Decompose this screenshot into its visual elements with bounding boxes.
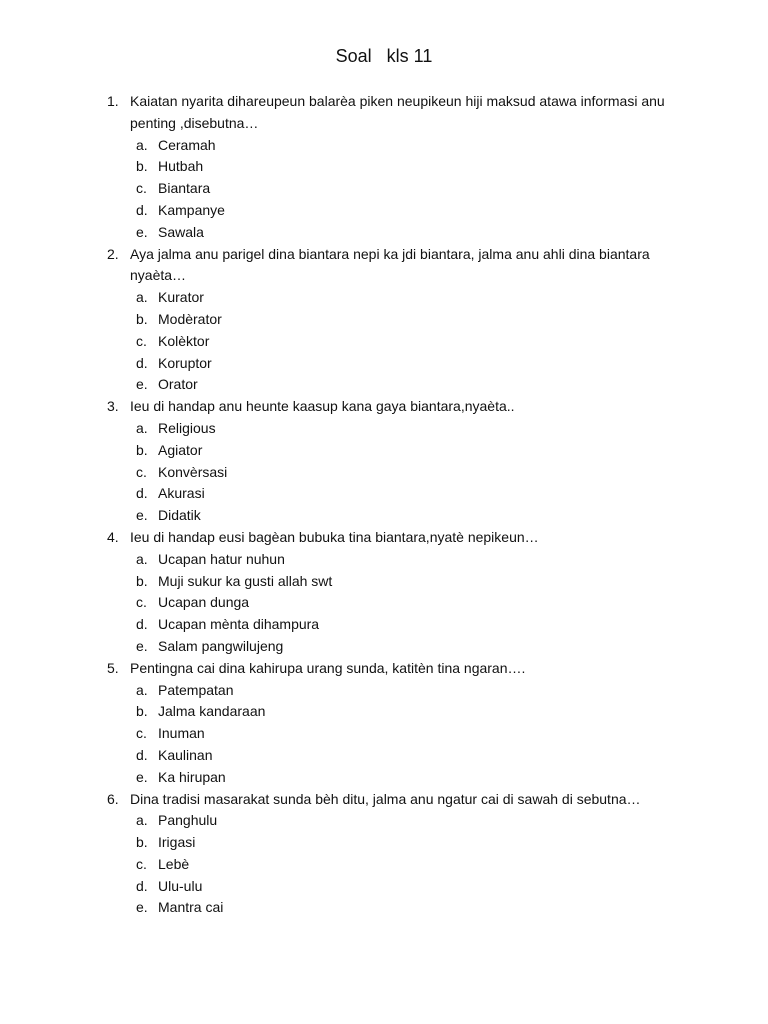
option-text: Ulu-ulu — [158, 877, 203, 894]
question-text: Aya jalma anu parigel dina biantara nepi ka jdi biantara, jalma anu ahli dina biantara nyaèta… — [130, 245, 650, 284]
option-b — [0, 832, 768, 854]
option-letter: e. — [136, 768, 148, 785]
question-text: Kaiatan nyarita dihareupeun balarèa piken neupikeun hiji maksud atawa informasi anu penting ,disebutna… — [130, 93, 665, 131]
option-letter: e. — [136, 223, 148, 240]
option-e — [0, 767, 768, 789]
option-text: Konvèrsasi — [158, 463, 228, 480]
option-text: Modèrator — [158, 310, 222, 327]
option-text: Didatik — [158, 507, 201, 524]
option-letter: e. — [136, 637, 148, 654]
option-text: Koruptor — [158, 354, 212, 371]
option-d — [0, 200, 768, 222]
option-letter: e. — [136, 899, 148, 916]
option-text: Kampanye — [158, 201, 225, 218]
option-text: Kaulinan — [158, 746, 213, 763]
option-text: Hutbah — [158, 158, 204, 175]
option-letter: a. — [136, 289, 148, 306]
question-number: 5. — [107, 659, 119, 676]
option-letter: a. — [136, 136, 148, 153]
option-text: Jalma kandaraan — [158, 703, 266, 720]
option-text: Kurator — [158, 289, 204, 306]
option-text: Ucapan dunga — [158, 594, 250, 611]
option-b — [0, 156, 768, 178]
option-letter: a. — [136, 812, 148, 829]
option-a — [0, 135, 768, 157]
option-c — [0, 854, 768, 876]
option-text: Biantara — [158, 180, 211, 197]
option-c — [0, 723, 768, 745]
question-number: 3. — [107, 398, 119, 415]
option-letter: b. — [136, 572, 148, 589]
question-2 — [0, 244, 768, 397]
option-letter: c. — [136, 463, 147, 480]
option-text: Irigasi — [158, 834, 196, 851]
option-e — [0, 222, 768, 244]
option-text: Patempatan — [158, 681, 234, 698]
option-letter: b. — [136, 158, 148, 175]
option-text: Ceramah — [158, 136, 216, 153]
option-letter: d. — [136, 485, 148, 502]
option-a — [0, 418, 768, 440]
question-6 — [0, 789, 768, 920]
question-text: Pentingna cai dina kahirupa urang sunda, katitèn tina ngaran…. — [130, 659, 526, 676]
option-text: Ucapan mènta dihampura — [158, 616, 320, 633]
page-title: Soal kls 11 — [335, 46, 433, 66]
option-c — [0, 331, 768, 353]
option-a — [0, 810, 768, 832]
option-text: Panghulu — [158, 812, 218, 829]
option-text: Orator — [158, 376, 198, 393]
option-text: Lebè — [158, 855, 190, 872]
option-letter: b. — [136, 441, 148, 458]
option-d — [0, 745, 768, 767]
option-letter: c. — [136, 332, 147, 349]
option-d — [0, 353, 768, 375]
question-3 — [0, 396, 768, 527]
option-letter: c. — [136, 855, 147, 872]
option-text: Ka hirupan — [158, 768, 226, 785]
option-letter: d. — [136, 201, 148, 218]
option-d — [0, 483, 768, 505]
option-text: Inuman — [158, 725, 205, 742]
option-text: Muji sukur ka gusti allah swt — [158, 572, 333, 589]
question-1 — [0, 91, 768, 244]
option-e — [0, 897, 768, 919]
question-number: 2. — [107, 245, 119, 262]
option-letter: c. — [136, 180, 147, 197]
question-text: Ieu di handap eusi bagèan bubuka tina biantara,nyatè nepikeun… — [130, 528, 539, 545]
option-letter: d. — [136, 354, 148, 371]
question-5 — [0, 658, 768, 789]
option-letter: a. — [136, 550, 148, 567]
option-letter: c. — [136, 725, 147, 742]
option-b — [0, 309, 768, 331]
option-c — [0, 592, 768, 614]
question-4 — [0, 527, 768, 658]
option-text: Sawala — [158, 223, 204, 240]
option-a — [0, 287, 768, 309]
option-letter: e. — [136, 507, 148, 524]
option-text: Akurasi — [158, 485, 205, 502]
question-number: 6. — [107, 790, 119, 807]
option-d — [0, 614, 768, 636]
option-letter: a. — [136, 681, 148, 698]
option-letter: d. — [136, 877, 148, 894]
option-text: Agiator — [158, 441, 203, 458]
option-a — [0, 549, 768, 571]
question-text: Dina tradisi masarakat sunda bèh ditu, jalma anu ngatur cai di sawah di sebutna… — [130, 790, 641, 807]
option-letter: b. — [136, 703, 148, 720]
question-list — [0, 91, 768, 919]
question-number: 4. — [107, 528, 119, 545]
option-e — [0, 505, 768, 527]
option-text: Ucapan hatur nuhun — [158, 550, 285, 567]
option-text: Mantra cai — [158, 899, 224, 916]
option-e — [0, 636, 768, 658]
option-letter: a. — [136, 419, 148, 436]
option-letter: e. — [136, 376, 148, 393]
option-b — [0, 701, 768, 723]
option-c — [0, 178, 768, 200]
option-b — [0, 440, 768, 462]
option-text: Kolèktor — [158, 332, 210, 349]
option-letter: d. — [136, 746, 148, 763]
option-a — [0, 680, 768, 702]
option-letter: b. — [136, 834, 148, 851]
option-c — [0, 462, 768, 484]
option-text: Religious — [158, 419, 216, 436]
option-e — [0, 374, 768, 396]
option-d — [0, 876, 768, 898]
option-letter: d. — [136, 616, 148, 633]
option-letter: c. — [136, 594, 147, 611]
option-b — [0, 571, 768, 593]
option-text: Salam pangwilujeng — [158, 637, 284, 654]
option-letter: b. — [136, 310, 148, 327]
question-number: 1. — [107, 93, 119, 109]
question-text: Ieu di handap anu heunte kaasup kana gaya biantara,nyaèta.. — [130, 398, 515, 415]
